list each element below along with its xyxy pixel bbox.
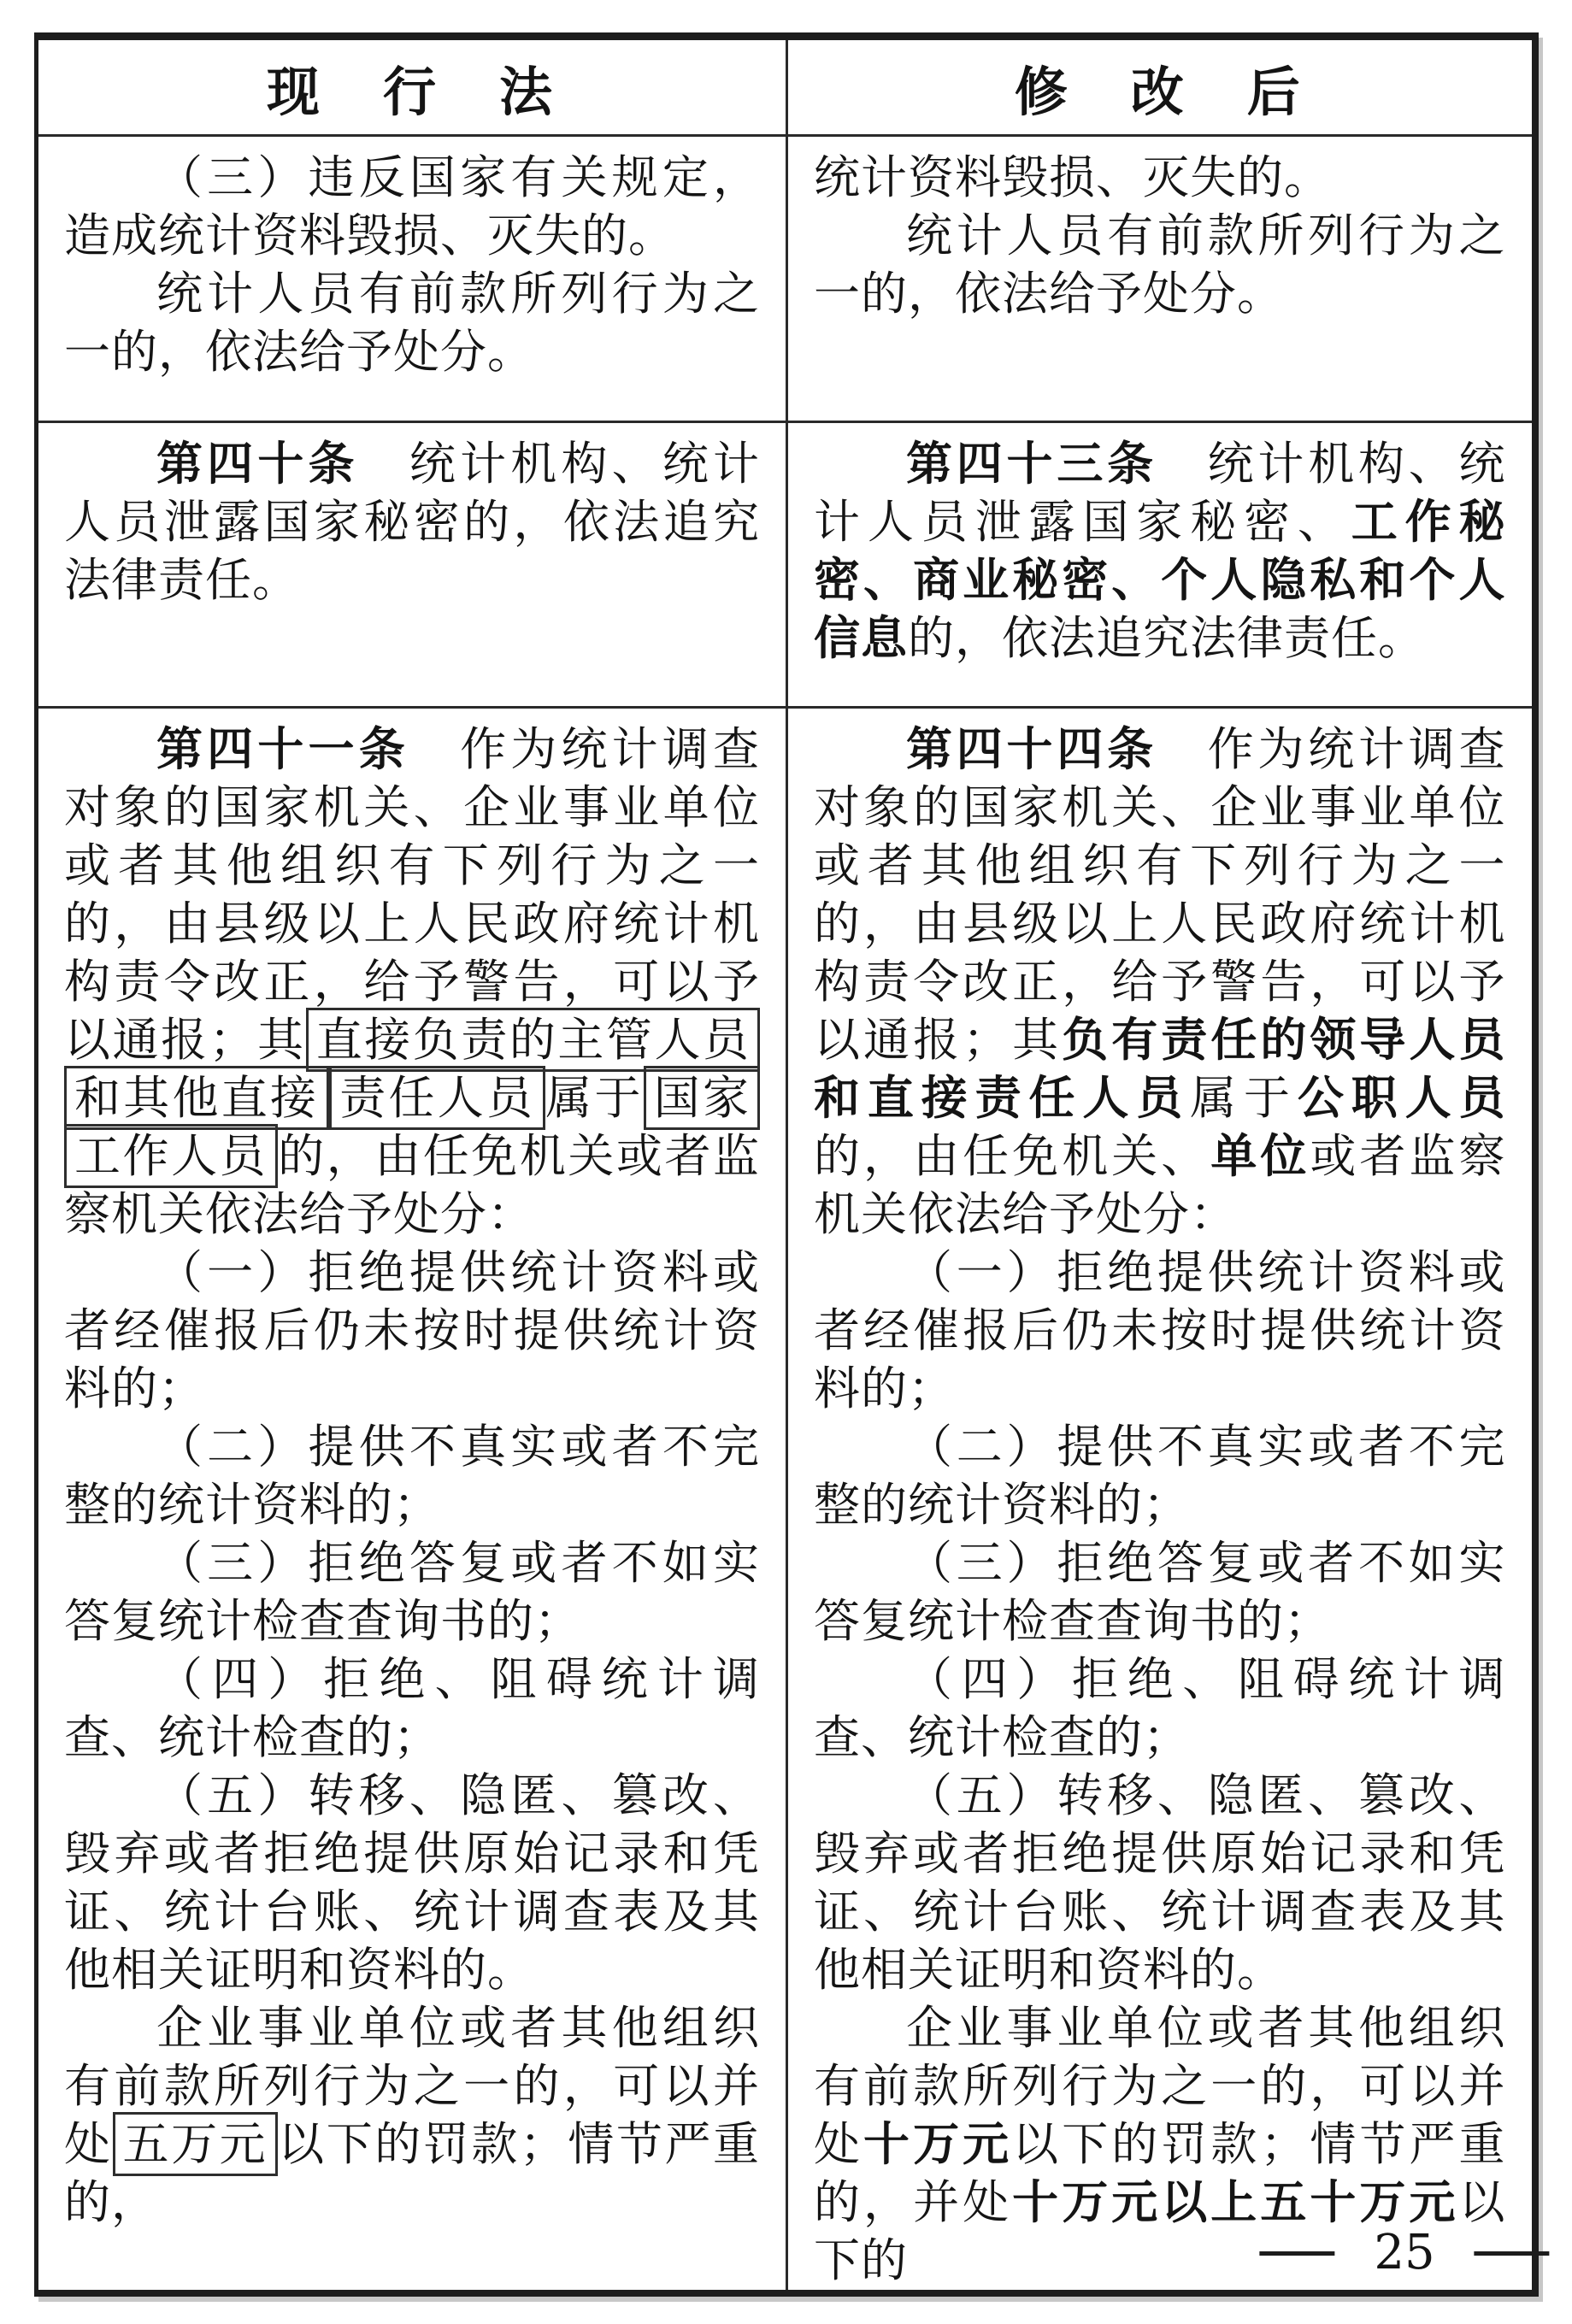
text-run: 统计资料毁损、灭失的。 [814,150,1331,204]
emphasis-added-text: 工作秘密、商业秘密、个人隐私和个人信息 [814,495,1506,665]
deletion-box: 责任人员 [329,1066,545,1130]
text-run: 统计机构、统计人员泄露国家秘密的，依法追究法律责任。 [64,437,761,607]
current-law-cell [37,422,787,708]
emphasis-added-text: 十万元 [863,2117,1013,2171]
paragraph [814,721,1506,1244]
text-run: （一）拒绝提供统计资料或者经催报后仍未按时提供统计资料的； [814,1245,1506,1415]
emphasis-added-text: 第四十三条 [906,437,1157,491]
paragraph [814,1418,1506,1534]
comparison-table [34,32,1539,2297]
paragraph [814,1244,1506,1418]
text-run: 或者监察机关依法给予处分： [814,1129,1506,1241]
text-run: 的，由任免机关或者监察机关依法给予处分： [64,1129,761,1241]
current-law-cell [37,136,787,422]
text-run: （五）转移、隐匿、篡改、毁弃或者拒绝提供原始记录和凭证、统计台账、统计调查表及其他相关证明和资料的。 [64,1768,760,1997]
text-run: 以下的罚款；情节严重的，并处 [814,2117,1506,2229]
emphasis-added-text: 第四十一条 [156,722,409,776]
paragraph [64,149,760,265]
current-law-cell [37,708,787,2294]
deletion-box: 国家工作人员 [64,1066,760,1188]
table-row [37,136,1535,422]
paragraph [64,1767,760,1999]
page-number: 25 [1374,2225,1435,2280]
table-row [37,708,1535,2294]
paragraph [814,1534,1506,1650]
page-number-dash [1259,2251,1334,2256]
text-run: （二）提供不真实或者不完整的统计资料的； [64,1420,760,1532]
emphasis-added-text: 第四十条 [156,437,359,491]
amended-cell [787,708,1535,2294]
text-run: （三）拒绝答复或者不如实答复统计检查查询书的； [64,1536,760,1648]
header-current-law: 现 行 法 [37,37,787,136]
text-run: （五）转移、隐匿、篡改、毁弃或者拒绝提供原始记录和凭证、统计台账、统计调查表及其他相关证明和资料的。 [814,1768,1506,1997]
header-after-amendment: 修 改 后 [787,37,1535,136]
paragraph [814,207,1506,323]
paragraph [64,435,760,609]
paragraph [814,149,1506,207]
text-run: （四）拒绝、阻碍统计调查、统计检查的； [814,1652,1506,1764]
paragraph [64,1650,760,1767]
text-run: 企业事业单位或者其他组织有前款所列行为之一的，可以并处 [64,2001,760,2171]
text-run: 属于 [545,1071,644,1125]
paragraph [64,721,760,1244]
deletion-box: 五万元 [113,2112,279,2176]
emphasis-added-text: 第四十四条 [906,722,1157,776]
paragraph [64,265,760,381]
text-run: 的，由任免机关、 [814,1129,1211,1183]
emphasis-added-text: 负有责任的领导人员和直接责任人员 [814,1013,1506,1125]
text-run: 的，依法追究法律责任。 [908,611,1425,665]
paragraph [64,1999,760,2232]
text-run: （三）违反国家有关规定，造成统计资料毁损、灭失的。 [64,150,760,262]
paragraph [814,1650,1506,1767]
text-run: （三）拒绝答复或者不如实答复统计检查查询书的； [814,1536,1506,1648]
table-row [37,422,1535,708]
text-run: （二）提供不真实或者不完整的统计资料的； [814,1420,1506,1532]
amended-cell [787,136,1535,422]
text-run: 统计人员有前款所列行为之一的，依法给予处分。 [64,267,760,379]
paragraph [64,1244,760,1418]
paragraph [814,1767,1506,1999]
page-number-dash [1475,2251,1550,2256]
text-run: 统计机构、统计人员泄露国家秘密、 [814,437,1506,549]
deletion-box: 直接负责的主管人员和其他直接 [64,1008,760,1130]
text-run: 企业事业单位或者其他组织有前款所列行为之一的，可以并处 [814,2001,1506,2171]
page-footer [1259,2225,1549,2280]
text-run: （一）拒绝提供统计资料或者经催报后仍未按时提供统计资料的； [64,1245,760,1415]
paragraph [814,435,1506,668]
amended-cell [787,422,1535,708]
text-run: （四）拒绝、阻碍统计调查、统计检查的； [64,1652,760,1764]
text-run: 作为统计调查对象的国家机关、企业事业单位或者其他组织有下列行为之一的，由县级以上人民政府统计机构责令改正，给予警告，可以予以通报；其 [814,722,1506,1067]
emphasis-added-text: 十万元以上五十万元 [1012,2175,1459,2229]
emphasis-added-text: 公职人员 [1297,1071,1506,1125]
text-run: 以下的罚款；情节严重的， [64,2117,761,2229]
emphasis-added-text: 单位 [1210,1129,1310,1183]
paragraph [64,1534,760,1650]
table-header-row [37,37,1535,136]
text-run: 属于 [1190,1071,1298,1125]
text-run: 统计人员有前款所列行为之一的，依法给予处分。 [814,209,1506,321]
paragraph [64,1418,760,1534]
text-run: 以下的 [814,2175,1506,2287]
text-run: 作为统计调查对象的国家机关、企业事业单位或者其他组织有下列行为之一的，由县级以上人民政府统计机构责令改正，给予警告，可以予以通报；其 [64,722,761,1067]
